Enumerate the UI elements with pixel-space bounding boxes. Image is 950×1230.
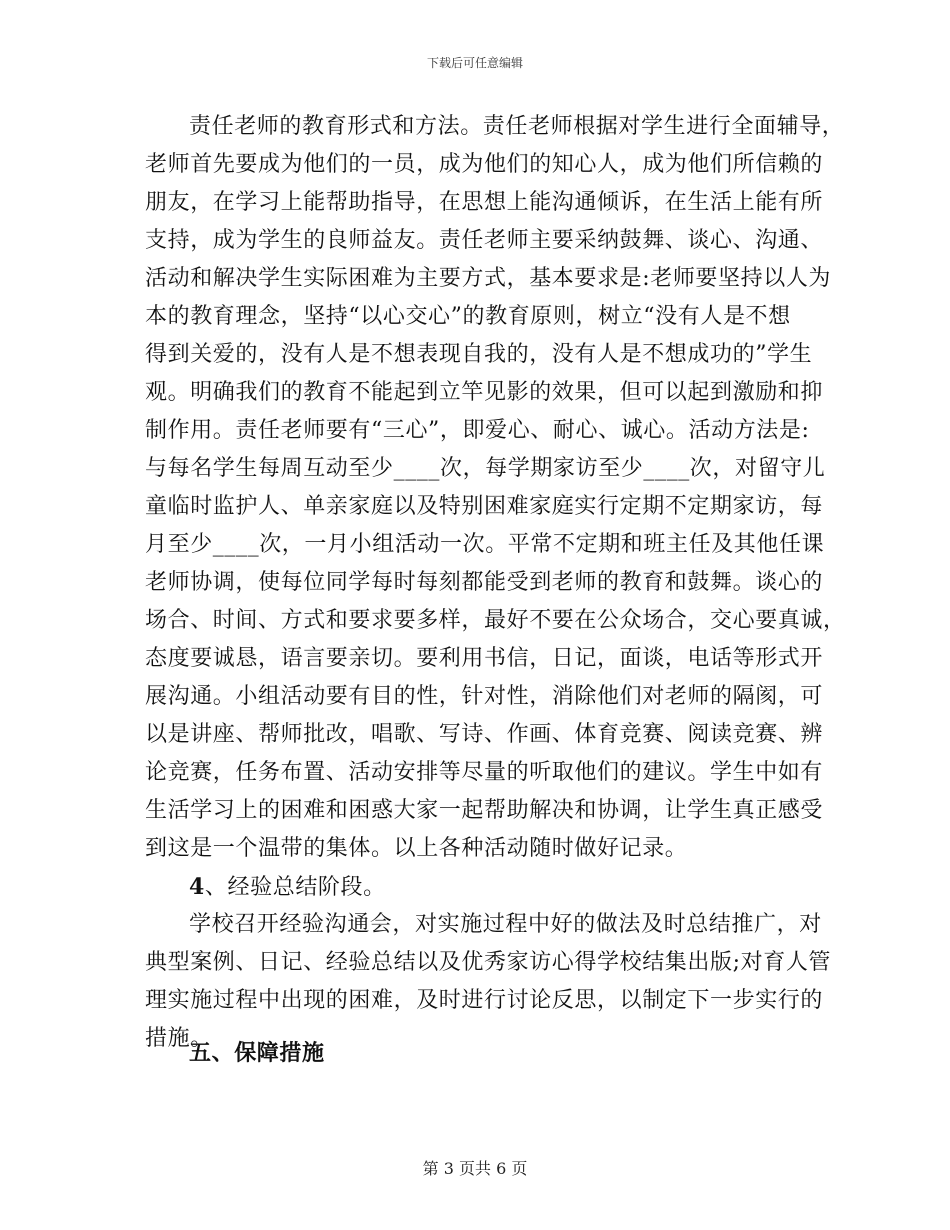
section-4-number: 4 — [189, 874, 205, 900]
paragraph-1-line: 制作用。责任老师要有“三心”，即爱心、耐心、诚心。活动方法是: — [145, 418, 810, 443]
page-header: 下载后可任意编辑 — [426, 56, 523, 70]
paragraph-1-line: 支持，成为学生的良师益友。责任老师主要采纳鼓舞、谈心、沟通、 — [145, 228, 824, 253]
paragraph-1-line: 以是讲座、帮师批改，唱歌、写诗、作画、体育竞赛、阅读竞赛、辨 — [145, 722, 824, 747]
paragraph-1-line: 老师协调，使每位同学每时每刻都能受到老师的教育和鼓舞。谈心的 — [145, 570, 824, 595]
paragraph-1-line: 与每名学生每周互动至少____次，每学期家访至少____次，对留守儿 — [145, 456, 826, 481]
paragraph-1-line: 到这是一个温带的集体。以上各种活动随时做好记录。 — [145, 836, 688, 861]
section-4-title: 、经验总结阶段。 — [204, 875, 386, 900]
paragraph-1-line: 得到关爱的，没有人是不想表现自我的，没有人是不想成功的”学生 — [145, 342, 813, 367]
paragraph-1-line: 童临时监护人、单亲家庭以及特别困难家庭实行定期不定期家访，每 — [145, 494, 824, 519]
paragraph-1-line: 场合、时间、方式和要求要多样，最好不要在公众场合，交心要真诚， — [145, 608, 846, 633]
paragraph-1-line: 活动和解决学生实际困难为主要方式，基本要求是:老师要坚持以人为 — [145, 266, 832, 291]
section-4-heading — [145, 868, 805, 906]
paragraph-2-line: 理实施过程中出现的困难，及时进行讨论反思，以制定下一步实行的 — [145, 988, 824, 1013]
paragraph-1-line: 态度要诚恳，语言要亲切。要利用书信，日记，面谈，电话等形式开 — [145, 646, 824, 671]
paragraph-2-line: 措施。 — [145, 1026, 213, 1051]
page-footer: 第 3 页共 6 页 — [422, 1159, 528, 1178]
paragraph-1-line: 展沟通。小组活动要有目的性，针对性，消除他们对老师的隔阂，可 — [145, 684, 824, 709]
paragraph-1-line: 责任老师的教育形式和方法。责任老师根据对学生进行全面辅导， — [189, 114, 845, 139]
paragraph-1-line: 月至少____次，一月小组活动一次。平常不定期和班主任及其他任课 — [145, 532, 825, 557]
paragraph-2-line: 学校召开经验沟通会，对实施过程中好的做法及时总结推广，对 — [189, 912, 822, 937]
paragraph-1-line: 观。明确我们的教育不能起到立竿见影的效果，但可以起到激励和抑 — [145, 380, 824, 405]
document-body — [145, 108, 846, 1058]
paragraph-2-line: 典型案例、日记、经验总结以及优秀家访心得学校结集出版;对育人管 — [145, 950, 832, 975]
paragraph-1-line: 本的教育理念，坚持“以心交心”的教育原则，树立“没有人是不想 — [145, 304, 791, 329]
paragraph-1-line: 朋友，在学习上能帮助指导，在思想上能沟通倾诉，在生活上能有所 — [145, 190, 824, 215]
paragraph-1-line: 论竞赛，任务布置、活动安排等尽量的听取他们的建议。学生中如有 — [145, 760, 824, 785]
paragraph-1-line: 老师首先要成为他们的一员，成为他们的知心人，成为他们所信赖的 — [145, 152, 824, 177]
paragraph-1-line: 生活学习上的困难和困惑大家一起帮助解决和协调，让学生真正感受 — [145, 798, 824, 823]
section-5-heading: 五、保障措施 — [189, 1040, 325, 1066]
